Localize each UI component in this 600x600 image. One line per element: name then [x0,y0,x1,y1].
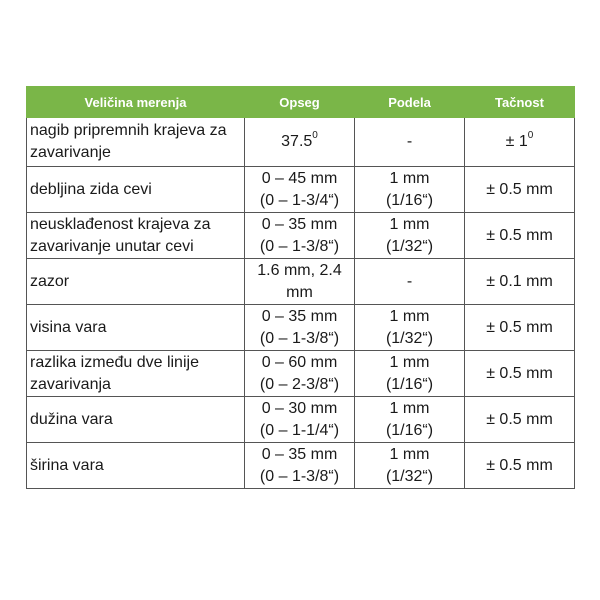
range-metric: 0 – 35 mm [261,445,338,463]
table-row [27,443,575,489]
division-imperial: (1/16“) [385,191,434,209]
division-metric: 1 mm [389,353,430,371]
cell-range [245,259,355,305]
cell-accuracy [465,118,575,167]
range-imperial: (0 – 2-3/8“) [259,375,340,393]
division-metric: 1 mm [389,399,430,417]
cell-measurement: zazor [27,259,245,305]
table-row [27,118,575,167]
cell-accuracy: ± 0.5 mm [465,443,575,489]
cell-division: - [355,118,465,167]
division-metric: 1 mm [389,445,430,463]
division-metric: 1 mm [389,215,430,233]
cell-range [245,118,355,167]
division-imperial: (1/32“) [385,237,434,255]
cell-measurement: debljina zida cevi [27,167,245,213]
cell-accuracy: ± 0.5 mm [465,397,575,443]
cell-measurement: dužina vara [27,397,245,443]
cell-measurement: visina vara [27,305,245,351]
cell-range [245,305,355,351]
cell-division [355,351,465,397]
division-imperial: (1/32“) [385,467,434,485]
range-imperial: (0 – 1-1/4“) [259,421,340,439]
cell-measurement: razlika između dve linije zavarivanja [27,351,245,397]
cell-division [355,305,465,351]
table-row [27,305,575,351]
range-value: 37.5 [281,133,313,150]
range-metric: 0 – 30 mm [261,399,338,417]
cell-division [355,397,465,443]
cell-accuracy: ± 0.5 mm [465,351,575,397]
range-metric: 1.6 mm, 2.4 [257,261,342,279]
division-metric: 1 mm [389,169,430,187]
spec-table-container [26,86,574,489]
cell-division [355,213,465,259]
cell-division [355,443,465,489]
cell-measurement: nagib pripremnih krajeva za zavarivanje [27,118,245,167]
table-row [27,397,575,443]
cell-range [245,167,355,213]
cell-range [245,351,355,397]
range-imperial: (0 – 1-3/8“) [259,329,340,347]
division-imperial: (1/32“) [385,329,434,347]
range-metric: 0 – 60 mm [261,353,338,371]
table-row [27,213,575,259]
range-metric: 0 – 35 mm [261,307,338,325]
header-row [27,87,575,118]
header-measurement: Veličina merenja [27,87,245,118]
cell-accuracy: ± 0.5 mm [465,305,575,351]
header-division: Podela [355,87,465,118]
table-row [27,167,575,213]
range-metric: 0 – 35 mm [261,215,338,233]
header-range: Opseg [245,87,355,118]
range-degree: 0 [312,129,318,141]
cell-accuracy: ± 0.5 mm [465,167,575,213]
header-accuracy: Tačnost [465,87,575,118]
range-imperial: (0 – 1-3/8“) [259,467,340,485]
division-imperial: (1/16“) [385,421,434,439]
table-body [27,118,575,489]
cell-accuracy: ± 0.1 mm [465,259,575,305]
accuracy-degree: 0 [527,129,534,141]
cell-measurement: širina vara [27,443,245,489]
cell-accuracy: ± 0.5 mm [465,213,575,259]
cell-division: - [355,259,465,305]
cell-range [245,443,355,489]
measurement-spec-table [26,86,575,489]
cell-range [245,397,355,443]
accuracy-value: ± 1 [505,133,528,150]
range-metric: 0 – 45 mm [261,169,338,187]
range-unit: mm [286,283,313,301]
cell-measurement: neusklađenost krajeva za zavarivanje unutar cevi [27,213,245,259]
range-imperial: (0 – 1-3/4“) [259,191,340,209]
division-metric: 1 mm [389,307,430,325]
table-row [27,351,575,397]
cell-division [355,167,465,213]
division-imperial: (1/16“) [385,375,434,393]
cell-range [245,213,355,259]
table-header [27,87,575,118]
table-row [27,259,575,305]
range-imperial: (0 – 1-3/8“) [259,237,340,255]
